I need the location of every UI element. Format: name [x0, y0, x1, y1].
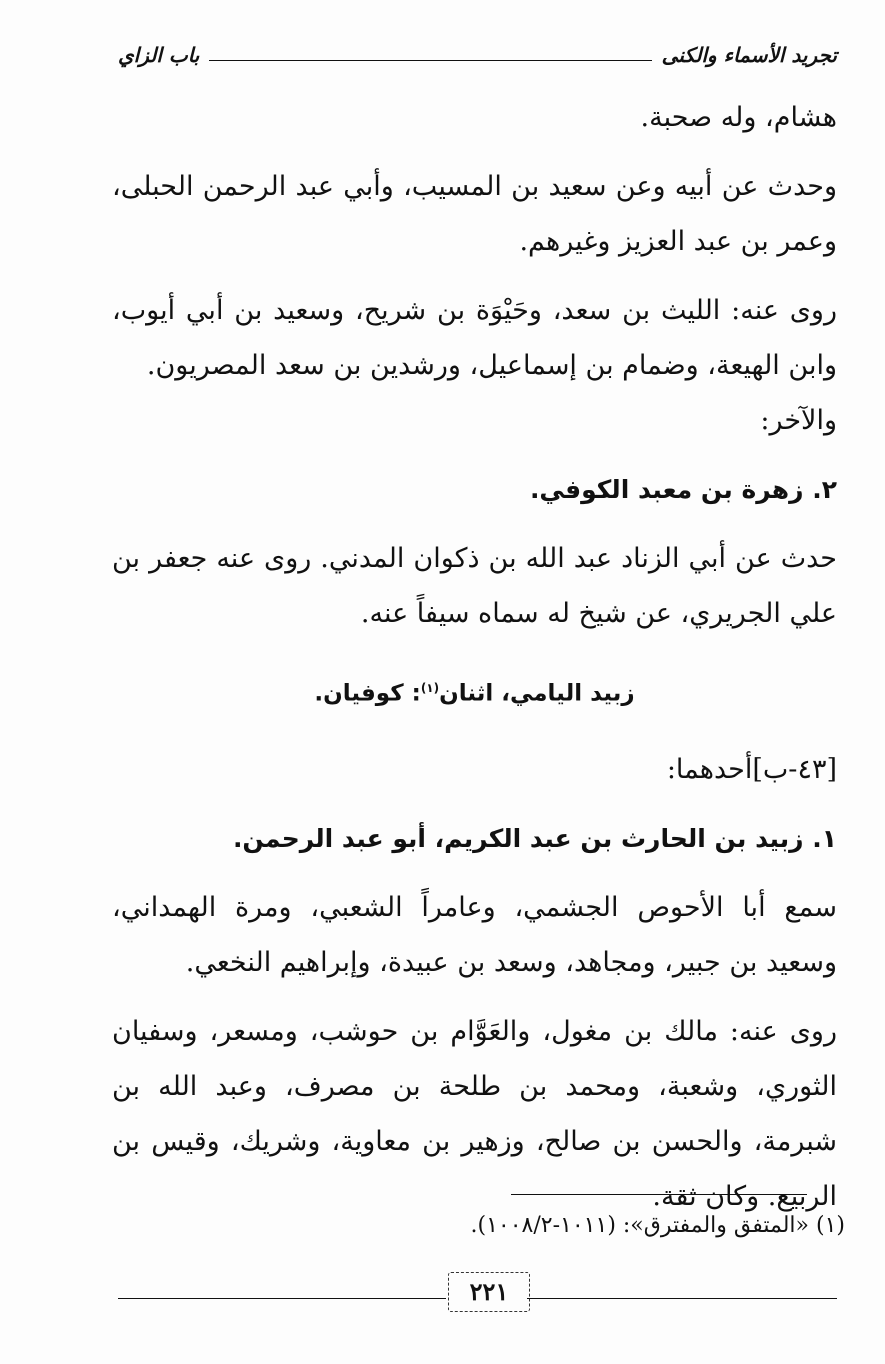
main-text	[112, 90, 837, 1224]
page-footer	[118, 1268, 837, 1318]
paragraph: روى عنه: الليث بن سعد، وحَيْوَة بن شريح، وسعيد بن أبي أيوب، وابن الهيعة، وضمام بن إسماعيل، ورشدين بن سعد المصريون.	[112, 295, 837, 381]
footer-rule-left	[118, 1298, 446, 1299]
folio-marker-line: [٤٣-ب]أحدهما:	[666, 753, 837, 785]
paragraph: روى عنه: مالك بن مغول، والعَوَّام بن حوشب، ومسعر، وسفيان الثوري، وشعبة، ومحمد بن طلحة بن مصرف، وعبد الله بن شبرمة، والحسن بن صالح، وزهير بن معاوية، وشريك، وقيس بن الربيع. وكان ثقة.	[112, 1015, 837, 1212]
book-title: تجريد الأسماء والكنى	[661, 43, 837, 67]
paragraph: هشام، وله صحبة.	[640, 102, 837, 133]
footnote-ref: (١)	[420, 681, 440, 695]
section-title-text: زبيد اليامي، اثنان	[439, 680, 635, 707]
footer-rule-right	[527, 1298, 837, 1299]
entry-heading: ١. زبيد بن الحارث بن عبد الكريم، أبو عبد الرحمن.	[232, 823, 837, 853]
chapter-title: باب الزاي	[118, 43, 200, 67]
paragraph: حدث عن أبي الزناد عبد الله بن ذكوان المدني. روى عنه جعفر بن علي الجريري، عن شيخ له سماه سيفاً عنه.	[112, 543, 837, 629]
header-rule	[209, 60, 651, 61]
entry-heading: ٢. زهرة بن معبد الكوفي.	[529, 475, 837, 504]
paragraph: سمع أبا الأحوص الجشمي، وعامراً الشعبي، ومرة الهمداني، وسعيد بن جبير، ومجاهد، وسعد بن عبيدة، وإبراهيم النخعي.	[112, 891, 837, 978]
page-number: ٢٢١	[448, 1272, 530, 1312]
section-title	[112, 661, 837, 722]
footnote-separator	[511, 1194, 807, 1195]
paragraph: والآخر:	[760, 405, 837, 436]
paragraph: وحدث عن أبيه وعن سعيد بن المسيب، وأبي عبد الرحمن الحبلى، وعمر بن عبد العزيز وغيرهم.	[112, 171, 837, 257]
section-title-suffix: : كوفيان.	[314, 680, 421, 707]
running-header	[118, 40, 837, 70]
footnote: (١) «المتفق والمفترق»: (١٠١١-١٠٠٨/٢).	[470, 1213, 845, 1238]
